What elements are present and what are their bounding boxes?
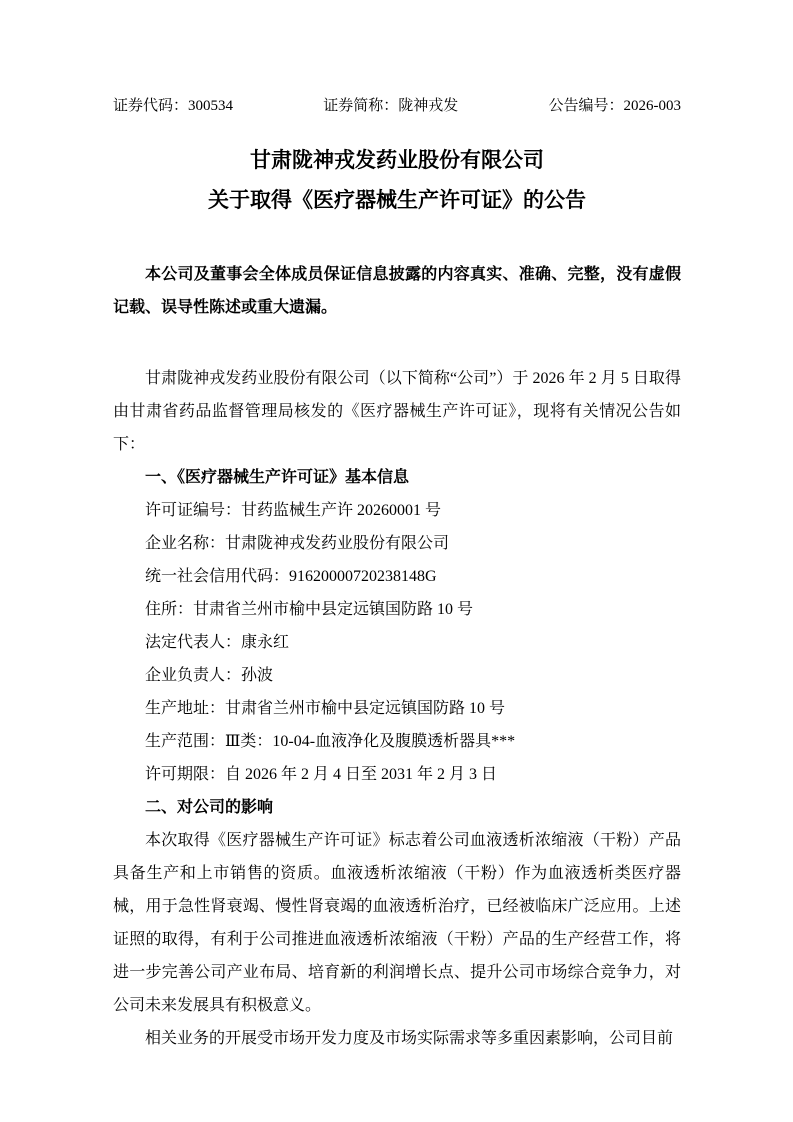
license-info-item-validity-period: 许可期限：自 2026 年 2 月 4 日至 2031 年 2 月 3 日 [145,766,498,783]
section-2-heading: 二、对公司的影响 [145,799,274,816]
company-name-title: 甘肃陇神戎发药业股份有限公司 [250,148,544,172]
license-info-item-legal-rep: 法定代表人：康永红 [145,634,290,651]
announcement-number: 公告编号：2026-003 [548,98,681,114]
license-info-item-manager: 企业负责人：孙波 [145,667,274,684]
stock-code: 证券代码：300534 [113,98,234,114]
disclaimer-paragraph: 本公司及董事会全体成员保证信息披露的内容真实、准确、完整，没有虚假记载、误导性陈述或重大遗漏。 [113,266,681,316]
license-info-item-address: 住所：甘肃省兰州市榆中县定远镇国防路 10 号 [145,601,474,618]
risk-paragraph: 相关业务的开展受市场开发力度及市场实际需求等多重因素影响，公司目前 [145,1030,674,1047]
announcement-title: 关于取得《医疗器械生产许可证》的公告 [208,188,586,212]
intro-paragraph: 甘肃陇神戎发药业股份有限公司（以下简称“公司”）于 2026 年 2 月 5 日取得由甘肃省药品监督管理局核发的《医疗器械生产许可证》，现将有关情况公告如下： [113,370,681,453]
license-info-item-company-name: 企业名称：甘肃陇神戎发药业股份有限公司 [145,535,450,552]
license-info-item-production-address: 生产地址：甘肃省兰州市榆中县定远镇国防路 10 号 [145,700,506,717]
license-info-list [113,494,681,791]
license-info-item-credit-code: 统一社会信用代码：91620000720238148G [145,568,437,585]
impact-paragraph: 本次取得《医疗器械生产许可证》标志着公司血液透析浓缩液（干粉）产品具备生产和上市销售的资质。血液透析浓缩液（干粉）作为血液透析类医疗器械，用于急性肾衰竭、慢性肾衰竭的血液透析治疗，已经被临床广泛应用。上述证照的取得，有利于公司推进血液透析浓缩液（干粉）产品的生产经营工作，将进一步完善公司产业布局、培育新的利润增长点、提升公司市场综合竞争力，对公司未来发展具有积极意义。 [113,832,681,1014]
section-1-heading: 一、《医疗器械生产许可证》基本信息 [145,469,410,486]
doc-header [113,96,681,116]
license-info-item-production-scope: 生产范围：Ⅲ类：10-04-血液净化及腹膜透析器具*** [145,733,516,750]
license-info-item-license-no: 许可证编号：甘药监械生产许 20260001 号 [145,502,442,519]
stock-abbr: 证券简称：陇神戎发 [323,98,459,114]
